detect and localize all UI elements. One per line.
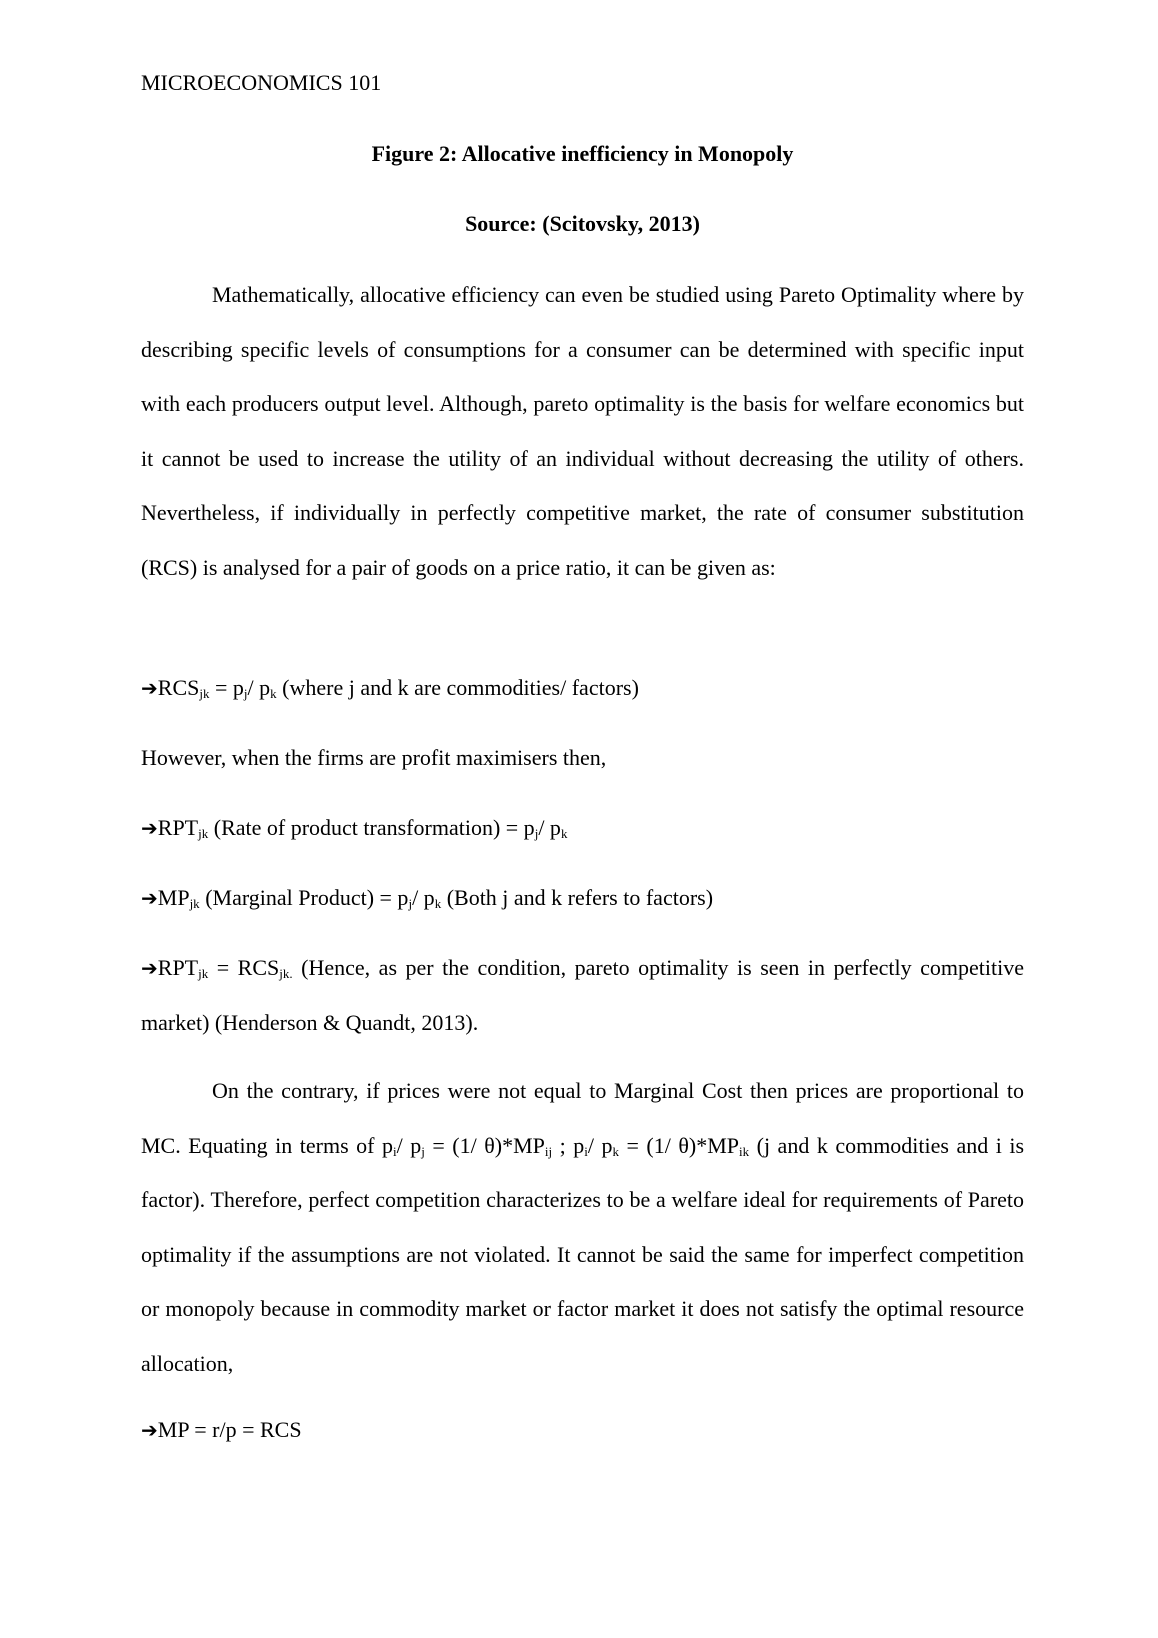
- eq-term: / p: [412, 885, 435, 910]
- eq-term: RPT: [157, 955, 199, 980]
- eq-term: RCS: [157, 675, 200, 700]
- equation-final: [141, 1415, 1024, 1445]
- eq-subscript: jk: [199, 686, 210, 701]
- eq-subscript: k: [270, 686, 277, 701]
- eq-subscript: jk: [189, 896, 200, 911]
- eq-note: (Hence, as per the condition, pareto optimality is seen in perfectly competitive market) (Henderson & Quandt, 2013).: [141, 955, 1025, 1035]
- arrow-icon: ➔: [141, 676, 158, 700]
- eq-subscript: ik: [739, 1143, 750, 1159]
- paragraph-text: ; p: [552, 1132, 585, 1158]
- paragraph-text: (j and k commodities and i is factor). Therefore, perfect competition characterizes to be a welfare ideal for requirements of Pareto optimality if the assumptions are not violated. It cannot be said the same for imperfect competition or monopoly because in commodity market or factor market it does not satisfy the optimal resource allocation,: [141, 1132, 1025, 1376]
- eq-subscript: j: [243, 686, 248, 701]
- paragraph-contrary: [141, 1064, 1024, 1391]
- paragraph-text: / p: [396, 1132, 422, 1158]
- equation-mp: [141, 883, 1024, 913]
- eq-term: / p: [538, 815, 561, 840]
- eq-term: = p: [209, 675, 244, 700]
- eq-term: = RCS: [216, 955, 280, 980]
- eq-subscript: jk: [198, 826, 209, 841]
- eq-note: (Both j and k refers to factors): [441, 885, 714, 910]
- eq-subscript: jk.: [279, 966, 293, 981]
- eq-subscript: k: [434, 896, 442, 911]
- figure-source: Source: (Scitovsky, 2013): [465, 211, 700, 236]
- equation-rpt: [141, 813, 1024, 843]
- equation-rcs: [141, 673, 1024, 703]
- equation-condition: [141, 941, 1024, 1050]
- eq-subscript: ij: [544, 1143, 553, 1159]
- eq-term: MP = r/p = RCS: [157, 1417, 302, 1442]
- eq-note: (where j and k are commodities/ factors): [276, 675, 639, 700]
- eq-subscript: j: [408, 896, 413, 911]
- eq-term: RPT: [157, 815, 199, 840]
- eq-subscript: j: [534, 826, 539, 841]
- eq-term: (Rate of product transformation) = p: [208, 815, 535, 840]
- eq-term: MP: [157, 885, 190, 910]
- arrow-icon: ➔: [141, 956, 158, 980]
- paragraph-text: = (1/ θ)*MP: [618, 1132, 739, 1158]
- arrow-icon: ➔: [141, 816, 158, 840]
- paragraph-text: / p: [587, 1132, 613, 1158]
- eq-subscript: i: [392, 1143, 397, 1159]
- running-header: MICROECONOMICS 101: [141, 70, 382, 95]
- figure-title: Figure 2: Allocative inefficiency in Monopoly: [371, 141, 794, 166]
- paragraph-pareto-optimality: [141, 268, 1024, 595]
- paragraph-text: Mathematically, allocative efficiency can even be studied using Pareto Optimality where by describing specific levels of consumptions for a consumer can be determined with specific input with each producers output level. Although, pareto optimality is the basis for welfare economics but it cannot be used to increase the utility of an individual without decreasing the utility of others. Nevertheless, if individually in perfectly competitive market, the rate of consumer substitution (RCS) is analysed for a pair of goods on a price ratio, it can be given as:: [141, 282, 1024, 580]
- eq-subscript: j: [421, 1143, 425, 1159]
- arrow-icon: ➔: [141, 1418, 158, 1442]
- arrow-icon: ➔: [141, 886, 158, 910]
- eq-subscript: i: [584, 1143, 588, 1159]
- eq-subscript: k: [612, 1143, 619, 1159]
- eq-subscript: jk: [198, 966, 209, 981]
- paragraph-text: On the contrary, if prices were not equal to Marginal Cost then prices are proportional to MC. Equating in terms of p: [141, 1078, 1024, 1158]
- eq-term: (Marginal Product) = p: [199, 885, 409, 910]
- paragraph-text: = (1/ θ)*MP: [424, 1132, 545, 1158]
- eq-subscript: k: [560, 826, 568, 841]
- however-line: However, when the firms are profit maximisers then,: [141, 745, 607, 770]
- eq-term: / p: [247, 675, 271, 700]
